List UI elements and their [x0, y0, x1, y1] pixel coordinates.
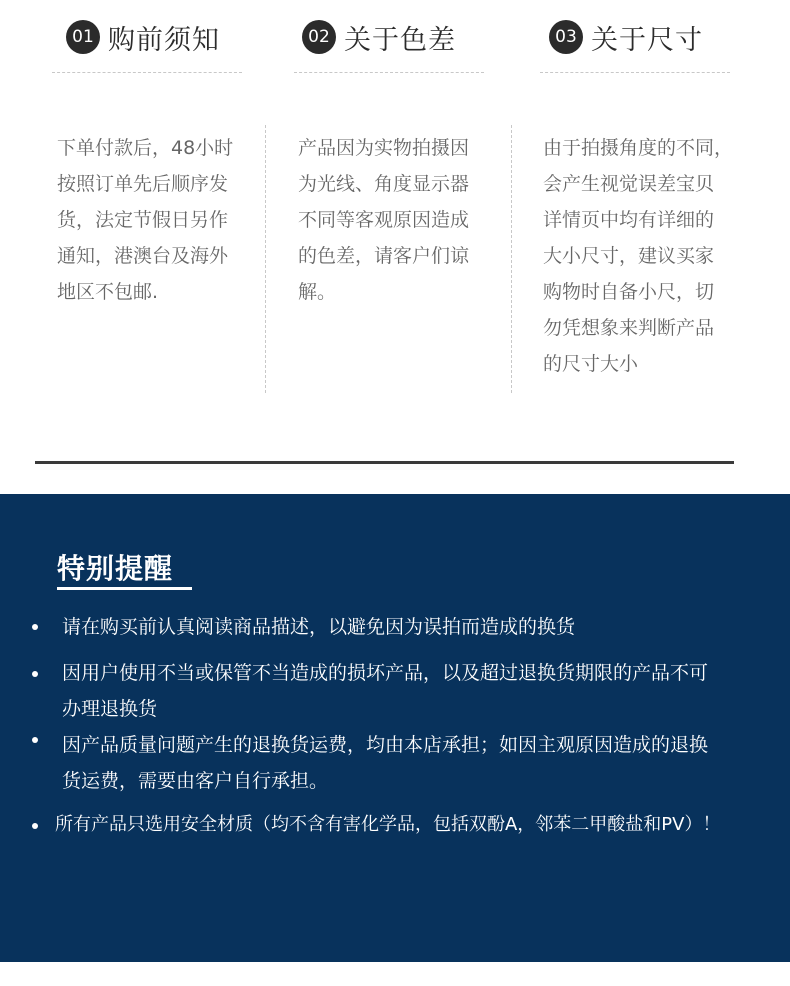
section-body-color-difference [298, 130, 469, 310]
notice-item-line: 请在购买前认真阅读商品描述，以避免因为误拍而造成的换货 [62, 616, 576, 638]
text-line: 的色差，请客户们谅 [298, 245, 470, 267]
notice-item-line: 货运费，需要由客户自行承担。 [62, 770, 329, 792]
section-title: 购前须知 [108, 24, 220, 56]
text-line: 产品因为实物拍摄因 [298, 137, 470, 159]
notice-item-line: 所有产品只选用安全材质（均不含有害化学品，包括双酚A，邻苯二甲酸盐和PV）！ [55, 814, 721, 835]
dashed-divider [52, 72, 242, 73]
dashed-divider [540, 72, 730, 73]
section-title: 关于尺寸 [591, 24, 703, 56]
section-body-size [543, 130, 733, 382]
text-line: 解。 [298, 281, 337, 303]
notice-item [62, 609, 575, 645]
notice-item-line: 办理退换货 [62, 698, 158, 720]
section-heading-size [549, 17, 703, 57]
column-separator [511, 125, 512, 393]
notice-item [55, 807, 720, 843]
bullet-icon [32, 823, 38, 829]
text-line: 地区不包邮. [57, 281, 159, 303]
text-line: 购物时自备小尺，切 [543, 281, 715, 303]
text-line: 通知，港澳台及海外 [57, 245, 229, 267]
section-body-purchase-notice [57, 130, 233, 310]
dashed-divider [294, 72, 484, 73]
notice-item-line: 因用户使用不当或保管不当造成的损坏产品，以及超过退换货期限的产品不可 [62, 662, 709, 684]
text-line: 为光线、角度显示器 [298, 173, 470, 195]
section-divider [35, 461, 734, 464]
text-line: 的尺寸大小 [543, 353, 639, 375]
section-title: 关于色差 [344, 24, 456, 56]
notice-item [62, 727, 708, 799]
text-line: 货，法定节假日另作 [57, 209, 229, 231]
section-number-badge: 01 [66, 20, 100, 54]
section-number-badge: 03 [549, 20, 583, 54]
notice-title: 特别提醒 [57, 552, 174, 585]
section-heading-color-difference [302, 17, 456, 57]
notice-item-line: 因产品质量问题产生的退换货运费，均由本店承担；如因主观原因造成的退换 [62, 734, 709, 756]
notice-item [62, 655, 708, 727]
section-number-badge: 02 [302, 20, 336, 54]
text-line: 按照订单先后顺序发 [57, 173, 229, 195]
notice-title-underline [57, 587, 192, 590]
text-line: 会产生视觉误差宝贝 [543, 173, 715, 195]
text-line: 由于拍摄角度的不同， [543, 137, 734, 159]
column-separator [265, 125, 266, 393]
text-line: 详情页中均有详细的 [543, 209, 715, 231]
bullet-icon [32, 737, 38, 743]
special-notice-panel [0, 494, 790, 962]
text-line: 下单付款后，48小时 [57, 137, 234, 159]
bullet-icon [32, 624, 38, 630]
section-heading-purchase-notice [66, 17, 220, 57]
text-line: 大小尺寸，建议买家 [543, 245, 715, 267]
text-line: 勿凭想象来判断产品 [543, 317, 715, 339]
bullet-icon [32, 671, 38, 677]
text-line: 不同等客观原因造成 [298, 209, 470, 231]
